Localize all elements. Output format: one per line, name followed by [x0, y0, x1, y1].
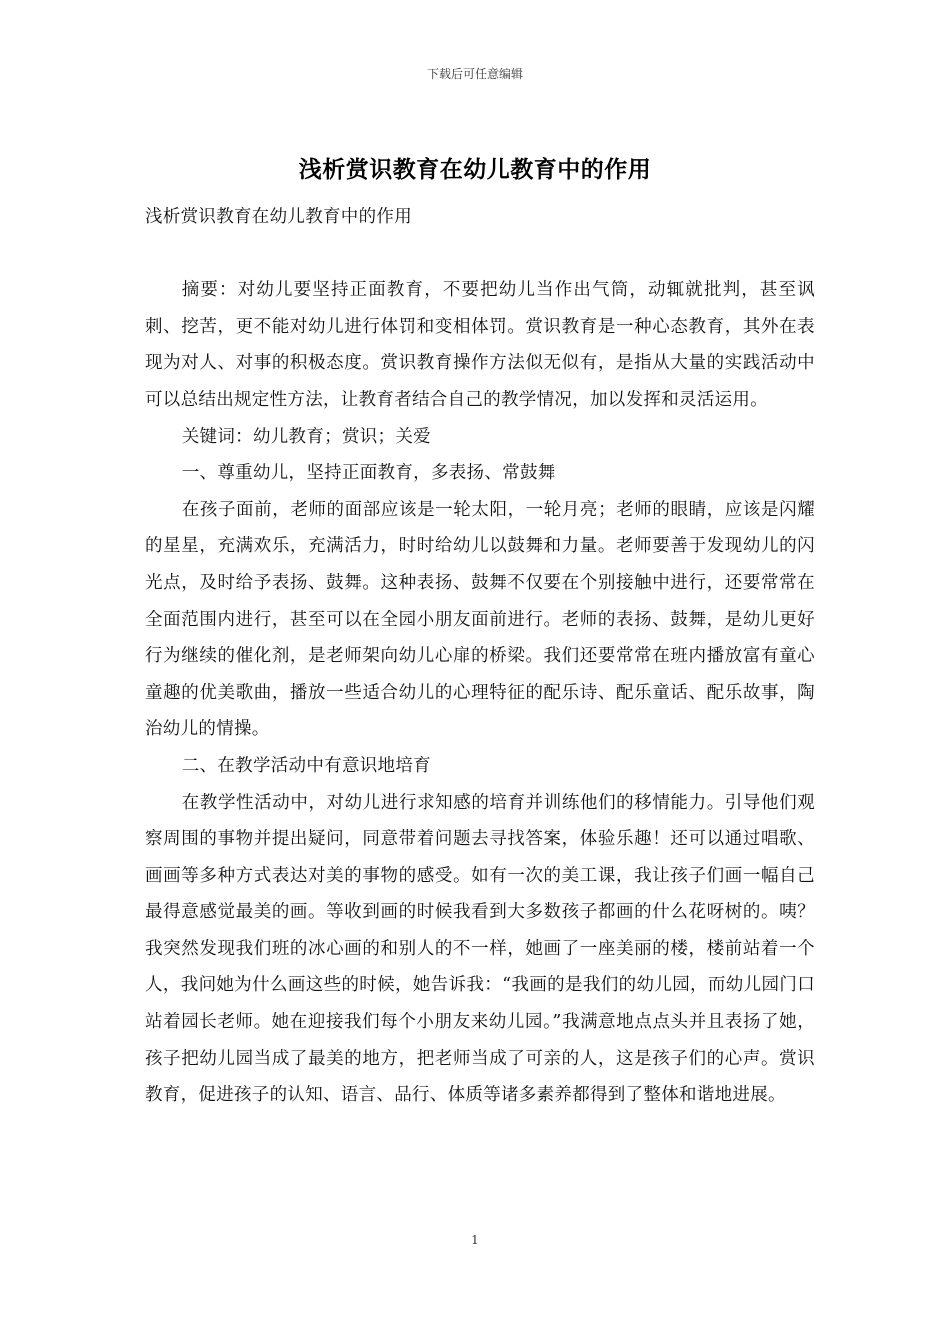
page-number: 1	[471, 1233, 479, 1247]
body-paragraph-2: 在教学性活动中，对幼儿进行求知感的培育并训练他们的移情能力。引导他们观察周围的事物并提出疑问，同意带着问题去寻找答案，体验乐趣！还可以通过唱歌、画画等多种方式表达对美的事物的感受。如有一次的美工课，我让孩子们画一幅自己最得意感觉最美的画。等收到画的时候我看到大多数孩子都画的什么花呀树的。咦？我突然发现我们班的冰心画的和别人的不一样，她画了一座美丽的楼，楼前站着一个人，我问她为什么画这些的时候，她告诉我：“我画的是我们的幼儿园，而幼儿园门口站着园长老师。她在迎接我们每个小朋友来幼儿园。”我满意地点点头并且表扬了她，孩子把幼儿园当成了最美的地方，把老师当成了可亲的人，这是孩子们的心声。赏识教育，促进孩子的认知、语言、品行、体质等诸多素养都得到了整体和谐地进展。	[145, 792, 815, 1106]
section-heading-2: 二、在教学活动中有意识地培育	[181, 755, 431, 776]
document-body	[145, 199, 815, 1114]
page-header-note: 下载后可任意编辑	[426, 67, 523, 81]
body-paragraph-1: 在孩子面前，老师的面部应该是一轮太阳，一轮月亮；老师的眼睛，应该是闪耀的星星，充满欢乐，充满活力，时时给幼儿以鼓舞和力量。老师要善于发现幼儿的闪光点，及时给予表扬、鼓舞。这种表扬、鼓舞不仅要在个别接触中进行，还要常常在全面范围内进行，甚至可以在全园小朋友面前进行。老师的表扬、鼓舞，是幼儿更好行为继续的催化剂，是老师架向幼儿心扉的桥梁。我们还要常常在班内播放富有童心童趣的优美歌曲，播放一些适合幼儿的心理特征的配乐诗、配乐童话、配乐故事，陶治幼儿的情操。	[145, 499, 815, 740]
abstract-paragraph: 摘要：对幼儿要坚持正面教育，不要把幼儿当作出气筒，动辄就批判，甚至讽刺、挖苦，更不能对幼儿进行体罚和变相体罚。赏识教育是一种心态教育，其外在表现为对人、对事的积极态度。赏识教育操作方法似无似有，是指从大量的实践活动中可以总结出规定性方法，让教育者结合自己的教学情况，加以发挥和灵活运用。	[145, 280, 815, 410]
keywords-paragraph: 关键词：幼儿教育；赏识；关爱	[181, 426, 431, 447]
document-title: 浅析赏识教育在幼儿教育中的作用	[298, 156, 652, 183]
document-subtitle: 浅析赏识教育在幼儿教育中的作用	[145, 207, 412, 227]
blank-line	[145, 236, 815, 273]
section-heading-1: 一、尊重幼儿，坚持正面教育，多表扬、常鼓舞	[181, 463, 556, 484]
